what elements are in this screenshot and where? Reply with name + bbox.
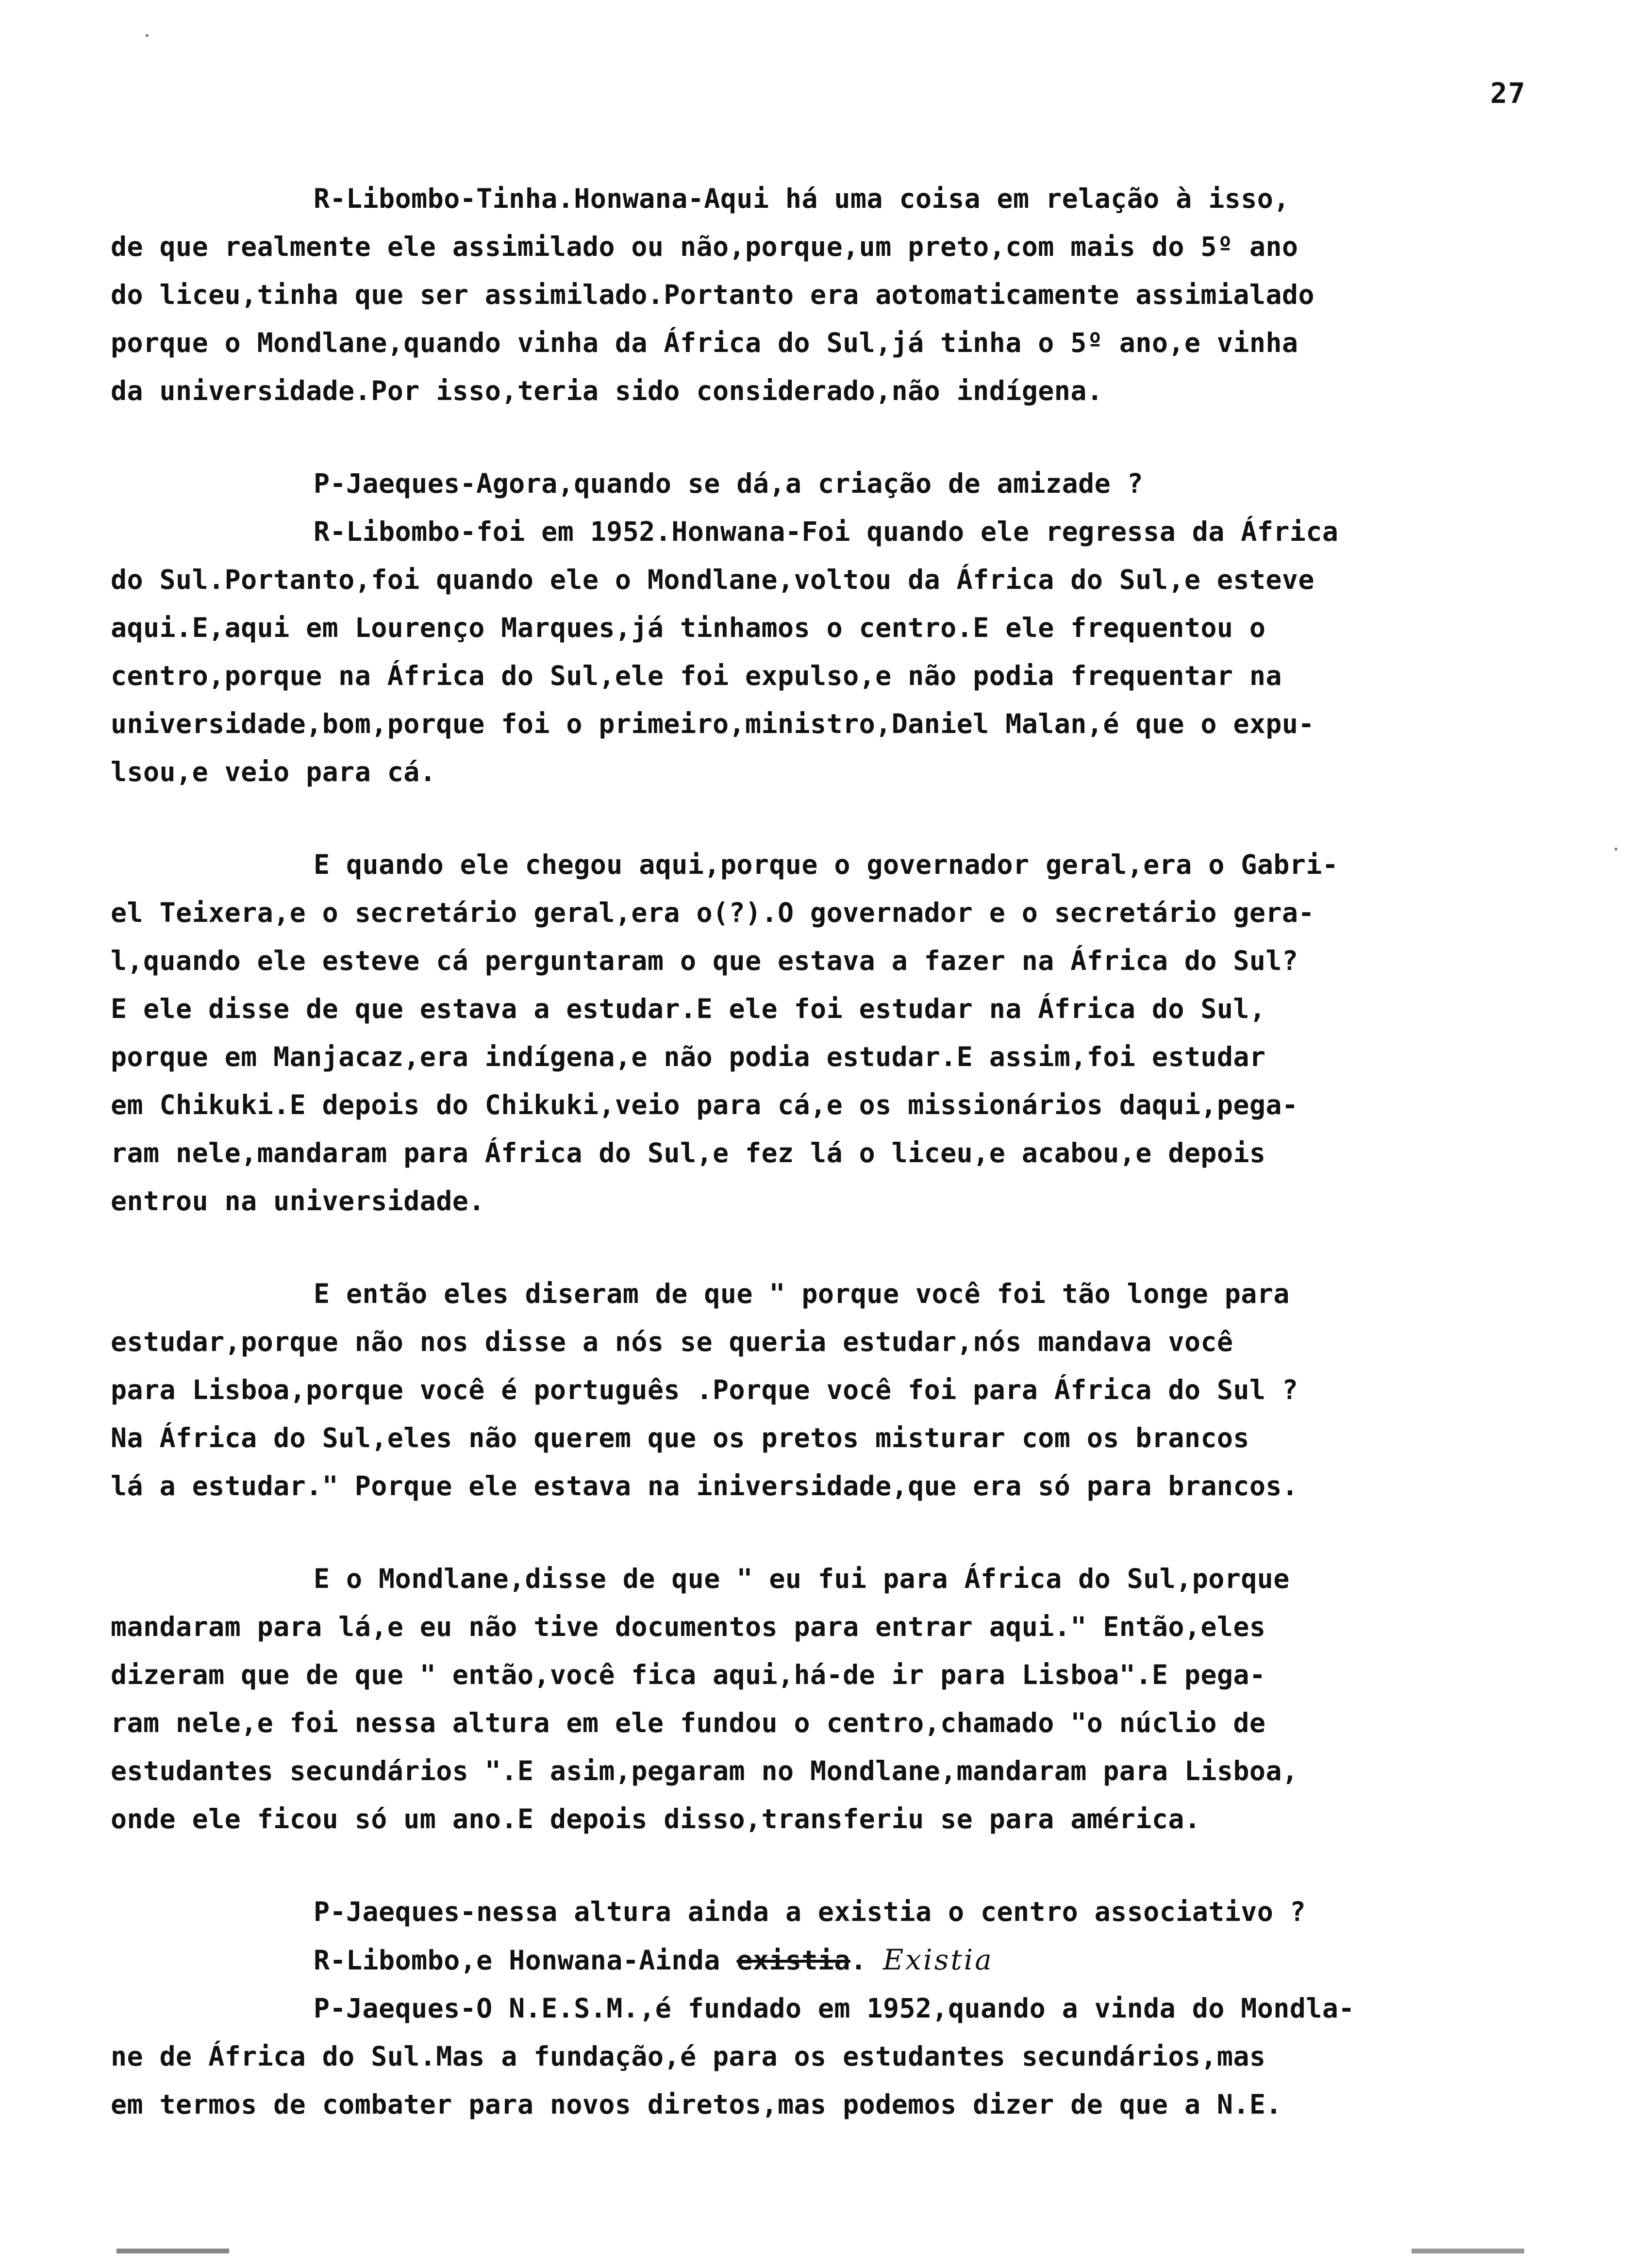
paragraph-3-line-8: entrou na universidade. [111, 1185, 485, 1217]
paragraph-5 [111, 1555, 1562, 1843]
bottom-scan-edge [116, 2249, 1524, 2253]
paragraph-5-line-6: onde ele ficou só um ano.E depois disso,transferiu se para américa. [111, 1803, 1201, 1834]
paragraph-4-line-2: estudar,porque não nos disse a nós se queria estudar,nós mandava você [111, 1326, 1233, 1357]
paragraph-5-line-5: estudantes secundários ".E asim,pegaram no Mondlane,mandaram para Lisboa, [111, 1755, 1298, 1786]
paragraph-2-line-1: P-Jaeques-Agora,quando se dá,a criação de amizade ? [314, 468, 1144, 499]
paragraph-3-line-7: ram nele,mandaram para África do Sul,e fez lá o liceu,e acabou,e depois [111, 1137, 1266, 1168]
paragraph-1-line-3: do liceu,tinha que ser assimilado.Portanto era aotomaticamente assimialado [111, 279, 1315, 310]
paragraph-gap [111, 1510, 1562, 1555]
paragraph-3 [111, 841, 1562, 1225]
paragraph-3-line-2: el Teixera,e o secretário geral,era o(?).O governador e o secretário gera- [111, 897, 1315, 928]
scan-speck [146, 34, 149, 37]
paragraph-5-line-2: mandaram para lá,e eu não tive documentos para entrar aqui." Então,eles [111, 1611, 1266, 1642]
paragraph-4-line-4: Na África do Sul,eles não querem que os pretos misturar com os brancos [111, 1422, 1249, 1453]
paragraph-2-line-6: universidade,bom,porque foi o primeiro,ministro,Daniel Malan,é que o expu- [111, 708, 1315, 739]
closing-line-4: ne de África do Sul.Mas a fundação,é para os estudantes secundários,mas [111, 2041, 1266, 2072]
paragraph-1-line-1: R-Libombo-Tinha.Honwana-Aqui há uma coisa em relação à isso, [314, 183, 1290, 214]
paragraph-4-line-3: para Lisboa,porque você é português .Porque você foi para África do Sul ? [111, 1374, 1298, 1405]
closing-line-2-prefix: R-Libombo,e Honwana-Ainda [314, 1945, 737, 1976]
paragraph-gap [111, 415, 1562, 460]
paragraph-2-line-5: centro,porque na África do Sul,ele foi expulso,e não podia frequentar na [111, 660, 1282, 691]
paragraph-3-line-4: E ele disse de que estava a estudar.E ele foi estudar na África do Sul, [111, 993, 1266, 1024]
paragraph-1-line-4: porque o Mondlane,quando vinha da África do Sul,já tinha o 5º ano,e vinha [111, 327, 1298, 358]
paragraph-3-line-1: E quando ele chegou aqui,porque o governador geral,era o Gabri- [314, 849, 1339, 880]
closing-paragraph [111, 1888, 1562, 2129]
paragraph-4-line-5: lá a estudar." Porque ele estava na iniversidade,que era só para brancos. [111, 1470, 1298, 1501]
paragraph-2-line-7: lsou,e veio para cá. [111, 756, 436, 787]
transcript-body [111, 175, 1562, 2129]
paragraph-gap [111, 796, 1562, 841]
closing-line-3: P-Jaeques-O N.E.S.M.,é fundado em 1952,quando a vinda do Mondla- [314, 1993, 1355, 2024]
paragraph-1 [111, 175, 1562, 415]
paragraph-3-line-3: l,quando ele esteve cá perguntaram o que estava a fazer na África do Sul? [111, 945, 1298, 976]
paragraph-2 [111, 460, 1562, 796]
paragraph-5-line-3: dizeram que de que " então,você fica aqui,há-de ir para Lisboa".E pega- [111, 1659, 1266, 1690]
closing-line-2-suffix: . [850, 1945, 867, 1976]
paragraph-2-line-2: R-Libombo-foi em 1952.Honwana-Foi quando ele regressa da África [314, 516, 1339, 547]
paragraph-2-line-4: aqui.E,aqui em Lourenço Marques,já tinhamos o centro.E ele frequentou o [111, 612, 1266, 643]
paragraph-5-line-4: ram nele,e foi nessa altura em ele fundou o centro,chamado "o núclio de [111, 1707, 1266, 1738]
struck-word: existia [736, 1945, 850, 1976]
paragraph-gap [111, 1225, 1562, 1270]
scan-speck [1614, 848, 1617, 850]
closing-line-5: em termos de combater para novos diretos,mas podemos dizer de que a N.E. [111, 2089, 1282, 2120]
paragraph-gap [111, 1843, 1562, 1888]
closing-line-1: P-Jaeques-nessa altura ainda a existia o centro associativo ? [314, 1896, 1306, 1927]
paragraph-5-line-1: E o Mondlane,disse de que " eu fui para África do Sul,porque [314, 1563, 1290, 1594]
closing-line-2 [111, 1945, 994, 1976]
handwritten-correction: Existia [882, 1943, 994, 1976]
paragraph-3-line-6: em Chikuki.E depois do Chikuki,veio para cá,e os missionários daqui,pega- [111, 1089, 1298, 1120]
page-number: 27 [1490, 77, 1526, 110]
paragraph-1-line-2: de que realmente ele assimilado ou não,porque,um preto,com mais do 5º ano [111, 231, 1298, 262]
paragraph-4-line-1: E então eles diseram de que " porque você foi tão longe para [314, 1278, 1290, 1309]
paragraph-2-line-3: do Sul.Portanto,foi quando ele o Mondlane,voltou da África do Sul,e esteve [111, 564, 1315, 595]
paragraph-3-line-5: porque em Manjacaz,era indígena,e não podia estudar.E assim,foi estudar [111, 1041, 1266, 1072]
paragraph-1-line-5: da universidade.Por isso,teria sido considerado,não indígena. [111, 375, 1103, 406]
paragraph-4 [111, 1270, 1562, 1510]
